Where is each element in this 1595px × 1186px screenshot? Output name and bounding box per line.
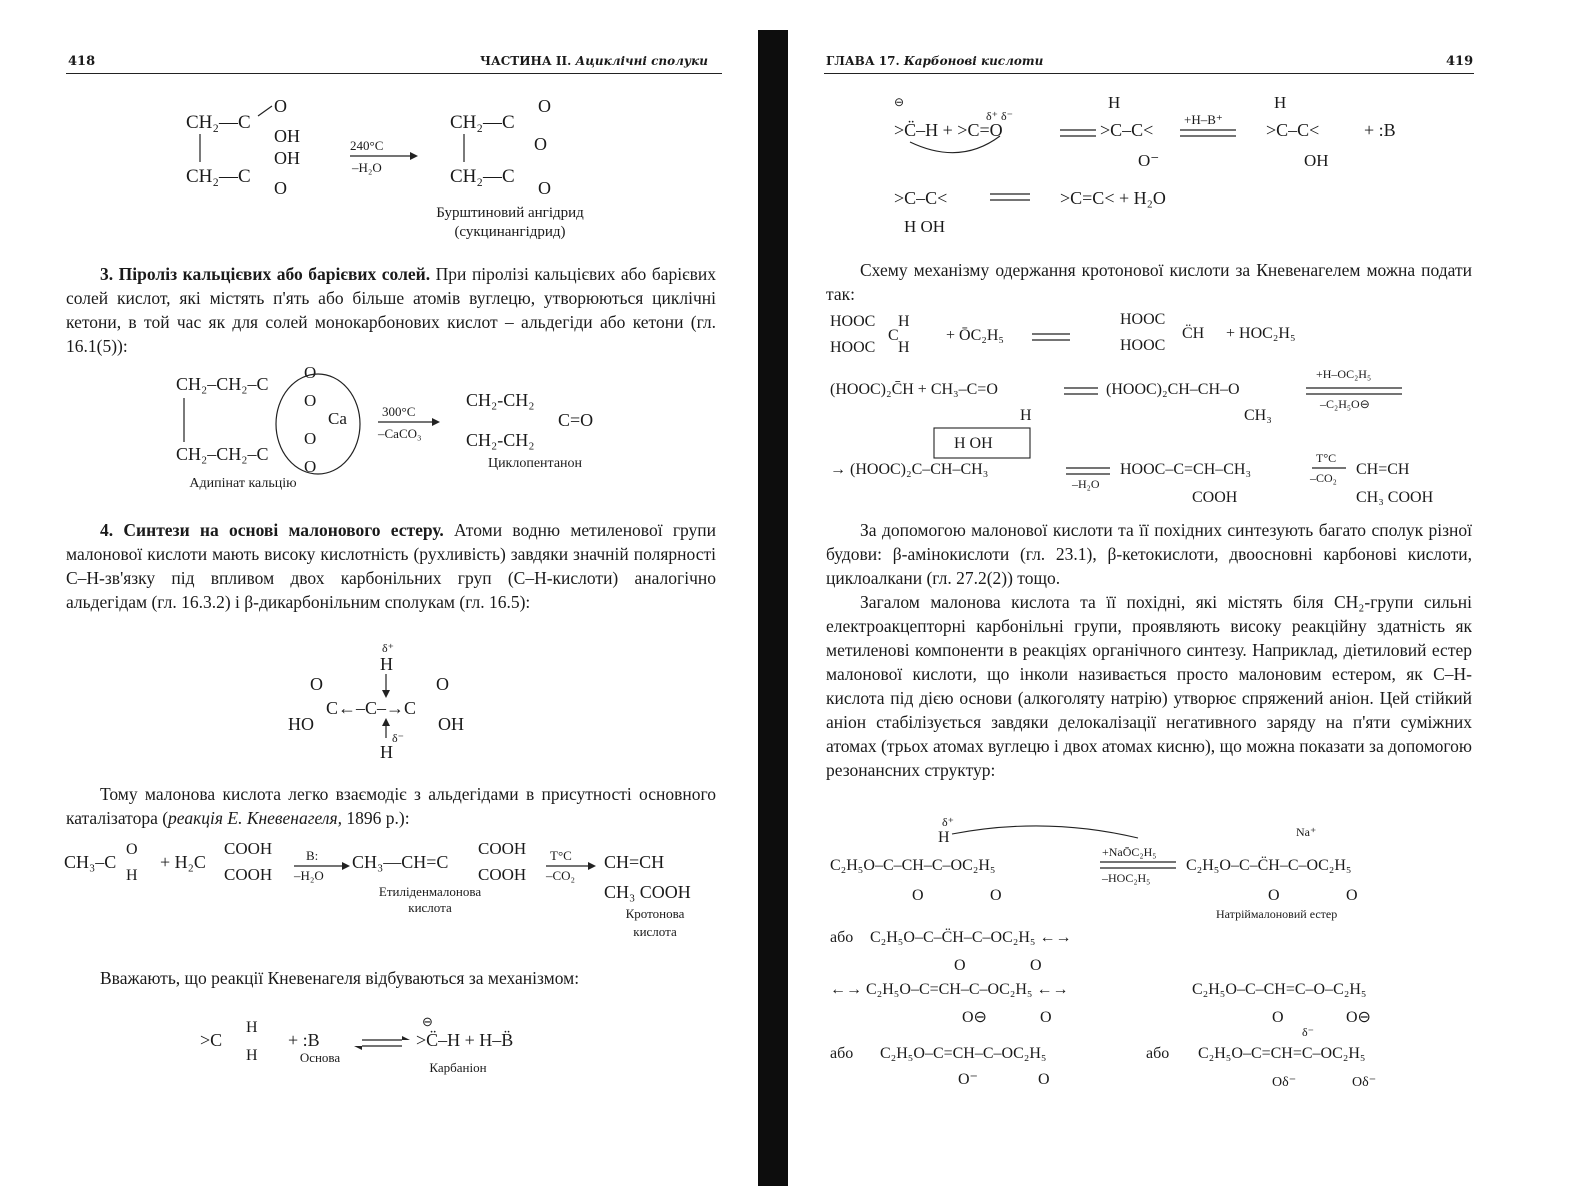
- ethylidene-caption-2: кислота: [408, 900, 452, 915]
- svg-text:(HOOC)₂C̄H + CH₃–C=O: (HOOC)₂C̄H + CH₃–C=O: [830, 381, 998, 398]
- svg-text:δ⁺ δ⁻: δ⁺ δ⁻: [986, 109, 1013, 123]
- svg-text:CH₃—CH=C: CH₃—CH=C: [352, 852, 449, 872]
- right-running-header: [826, 54, 1043, 68]
- svg-text:O⁻: O⁻: [958, 1071, 978, 1088]
- svg-text:OH: OH: [1304, 151, 1329, 170]
- svg-text:O: O: [304, 429, 317, 448]
- svg-text:δ⁺: δ⁺: [382, 641, 394, 655]
- svg-text:O: O: [1268, 887, 1280, 904]
- svg-text:H: H: [1274, 93, 1287, 112]
- right-header-part: ГЛАВА 17.: [826, 54, 900, 68]
- right-page-number: 419: [1446, 54, 1474, 69]
- crotonic-caption-1: Кротонова: [625, 906, 685, 921]
- svg-text:O: O: [304, 363, 317, 382]
- svg-text:CH₂—C: CH₂—C: [450, 166, 515, 187]
- svg-text:H: H: [1020, 407, 1032, 424]
- cond-caco3: –CaCO₃: [378, 426, 422, 441]
- svg-text:CH₂—C: CH₂—C: [186, 112, 251, 133]
- section-4-title: 4. Синтези на основі малонового естеру.: [100, 520, 444, 540]
- svg-text:CH₃ COOH: CH₃ COOH: [604, 882, 691, 902]
- left-header-rule: [66, 73, 722, 74]
- svg-text:Oδ⁻: Oδ⁻: [1352, 1075, 1377, 1090]
- cond-240: 240°C: [350, 138, 384, 153]
- svg-text:COOH: COOH: [1192, 489, 1238, 506]
- svg-text:C₂H₅O–C–CH=C–O–C₂H₅: C₂H₅O–C–CH=C–O–C₂H₅: [1192, 981, 1367, 998]
- svg-text:>C̈–H + H–B̈: >C̈–H + H–B̈: [416, 1030, 514, 1050]
- crotonic-caption-2: кислота: [633, 924, 677, 939]
- svg-text:O: O: [310, 674, 323, 694]
- svg-text:⊖: ⊖: [422, 1014, 433, 1029]
- svg-text:O: O: [954, 957, 966, 974]
- svg-text:O: O: [274, 96, 287, 116]
- knoevenagel-text-c: 1896 р.):: [342, 808, 410, 828]
- svg-text:>C–C<: >C–C<: [1266, 120, 1320, 140]
- svg-text:O: O: [990, 887, 1002, 904]
- knoevenagel-mechanism-scheme: [826, 304, 1486, 514]
- svg-text:+ :B: + :B: [288, 1030, 320, 1050]
- svg-text:B:: B:: [306, 848, 319, 863]
- svg-text:H: H: [1108, 93, 1121, 112]
- carbanion-equation: [196, 1010, 596, 1070]
- svg-text:δ⁻: δ⁻: [1302, 1025, 1314, 1039]
- svg-text:COOH: COOH: [478, 839, 527, 858]
- svg-text:H: H: [246, 1019, 258, 1036]
- succinic-anhydride-equation: [180, 90, 600, 200]
- svg-text:>C–C<: >C–C<: [894, 188, 948, 208]
- svg-text:O: O: [1346, 887, 1358, 904]
- svg-text:–CO₂: –CO₂: [1310, 471, 1337, 485]
- svg-text:δ⁺: δ⁺: [942, 815, 954, 829]
- svg-text:CH=CH: CH=CH: [1356, 461, 1410, 478]
- book-spine: [758, 30, 788, 1186]
- svg-text:O⊖: O⊖: [962, 1009, 987, 1026]
- anhydride-caption-1: Бурштиновий ангідрид: [436, 205, 584, 221]
- section-3-text: При піролізі кальцієвих або барієвих солей кислот, які містять п'ять або більше атомів вуглецю, утворюються циклічні кетони, в той час як для солей монокарбонових кислот – альдегіди або кетони (гл. 16.1(5)):: [66, 264, 716, 356]
- svg-text:H: H: [380, 654, 393, 674]
- left-page-number: 418: [68, 54, 96, 69]
- svg-text:O: O: [274, 178, 287, 198]
- svg-text:+ ŌC₂H₅: + ŌC₂H₅: [946, 327, 1004, 344]
- knoevenagel-reaction-name: реакція Е. Кневенагеля,: [168, 808, 342, 828]
- abo-2: або: [830, 1045, 854, 1062]
- svg-text:–H₂O: –H₂O: [1072, 477, 1100, 491]
- abo-1: або: [830, 929, 854, 946]
- right-page: [790, 0, 1595, 1186]
- cond-300: 300°C: [382, 404, 416, 419]
- svg-text:CH₂-CH₂: CH₂-CH₂: [466, 390, 535, 410]
- svg-text:O⁻: O⁻: [1138, 151, 1160, 170]
- svg-text:O: O: [538, 178, 551, 198]
- svg-text:O: O: [1040, 1009, 1052, 1026]
- svg-text:O: O: [538, 96, 551, 116]
- svg-text:OH: OH: [274, 148, 300, 168]
- svg-text:H: H: [380, 742, 393, 762]
- base-caption: Основа: [299, 1050, 341, 1065]
- right-paragraph-1: За допомогою малонової кислоти та її похідних синтезують багато сполук різної будови: β-амінокислоти (гл. 23.1), β-кетокислоти, двоосновні карбонові кислоти, циклоалкани (гл. 27.2(2)) тощо.: [826, 520, 1472, 588]
- cyclopentanone-caption: Циклопентанон: [487, 456, 583, 471]
- svg-text:COOH: COOH: [224, 865, 273, 884]
- svg-text:H: H: [246, 1047, 258, 1064]
- svg-text:C=O: C=O: [558, 410, 594, 430]
- svg-text:CH₂—C: CH₂—C: [186, 166, 251, 187]
- svg-text:H: H: [898, 339, 910, 356]
- abo-3: або: [1146, 1045, 1170, 1062]
- carbanion-caption: Карбаніон: [429, 1060, 487, 1075]
- svg-text:OH: OH: [274, 126, 300, 146]
- svg-text:Oδ⁻: Oδ⁻: [1272, 1075, 1297, 1090]
- section-4-text: Атоми водню метиленової групи малонової кислоти мають високу кислотність (рухливість) завдяки значній полярності С–Н-зв'язку під впливом двох карбонільних груп (С–Н-кислоти) аналогічно альдегідам (гл. 16.3.2) і β-дикарбонільним сполукам (гл. 16.5):: [66, 520, 716, 612]
- svg-text:O: O: [1272, 1009, 1284, 1026]
- svg-text:CH₃–C: CH₃–C: [64, 852, 117, 872]
- svg-text:CH₃: CH₃: [1244, 407, 1272, 424]
- svg-text:O: O: [304, 391, 317, 410]
- svg-text:O: O: [912, 887, 924, 904]
- svg-text:+ :B: + :B: [1364, 120, 1396, 140]
- svg-text:+NaŌC₂H₅: +NaŌC₂H₅: [1102, 845, 1157, 859]
- svg-text:δ⁻: δ⁻: [392, 731, 404, 745]
- svg-text:⊖: ⊖: [894, 95, 905, 109]
- svg-text:H: H: [938, 829, 950, 846]
- svg-text:OH: OH: [438, 714, 464, 734]
- svg-text:O: O: [1038, 1071, 1050, 1088]
- section-3-title: 3. Піроліз кальцієвих або барієвих солей.: [100, 264, 431, 284]
- adipate-caption: Адипінат кальцію: [189, 476, 297, 491]
- svg-text:COOH: COOH: [478, 865, 527, 884]
- svg-text:>C̈–H + >C=O: >C̈–H + >C=O: [894, 120, 1003, 140]
- svg-text:HOOC–C=CH–CH₃: HOOC–C=CH–CH₃: [1120, 461, 1252, 478]
- svg-text:C₂H₅O–C=CH–C–OC₂H₅: C₂H₅O–C=CH–C–OC₂H₅: [880, 1045, 1047, 1062]
- right-header-rule: [824, 73, 1474, 74]
- right-header-title: Карбонові кислоти: [903, 54, 1044, 68]
- left-page: [0, 0, 760, 1186]
- svg-text:O: O: [304, 457, 317, 476]
- svg-text:O: O: [126, 841, 138, 858]
- left-running-header: [480, 54, 708, 68]
- svg-text:T°C: T°C: [550, 848, 572, 863]
- svg-text:CH₂–CH₂–C: CH₂–CH₂–C: [176, 444, 269, 464]
- svg-text:Ca: Ca: [328, 409, 347, 428]
- svg-text:C̈H: C̈H: [1182, 325, 1205, 342]
- svg-text:H OH: H OH: [904, 217, 946, 236]
- svg-text:C₂H₅O–C–CH–C–OC₂H₅: C₂H₅O–C–CH–C–OC₂H₅: [830, 857, 996, 874]
- svg-text:O: O: [1030, 957, 1042, 974]
- svg-text:T°C: T°C: [1316, 451, 1337, 465]
- svg-text:HO: HO: [288, 714, 314, 734]
- svg-text:C←–C–→C: C←–C–→C: [326, 698, 417, 718]
- svg-text:O⊖: O⊖: [1346, 1009, 1371, 1026]
- malonic-acid-polarity-structure: [286, 638, 496, 768]
- svg-text:+ HOC₂H₅: + HOC₂H₅: [1226, 325, 1296, 342]
- svg-text:CH₃ COOH: CH₃ COOH: [1356, 489, 1434, 506]
- svg-text:H: H: [126, 867, 138, 884]
- scheme-intro: Схему механізму одержання кротонової кислоти за Кневенагелем можна подати так:: [826, 260, 1472, 304]
- ethylidene-caption-1: Етиліденмалонова: [378, 884, 482, 899]
- svg-text:–C₂H₅O⊖: –C₂H₅O⊖: [1320, 397, 1370, 411]
- svg-text:Na⁺: Na⁺: [1296, 825, 1317, 839]
- anhydride-caption-2: (сукцинангідрид): [454, 224, 566, 240]
- malonic-ester-resonance: [826, 812, 1506, 1092]
- svg-text:H: H: [898, 313, 910, 330]
- svg-text:C₂H₅O–C–C̈H–C–OC₂H₅ ←→: C₂H₅O–C–C̈H–C–OC₂H₅ ←→: [870, 929, 1072, 946]
- svg-text:CH₂-CH₂: CH₂-CH₂: [466, 430, 535, 450]
- svg-text:HOOC: HOOC: [1120, 337, 1166, 354]
- svg-text:O: O: [534, 134, 547, 154]
- svg-text:+ H₂C: + H₂C: [160, 852, 206, 872]
- svg-text:O: O: [436, 674, 449, 694]
- svg-text:+H–OC₂H₅: +H–OC₂H₅: [1316, 367, 1372, 381]
- mechanism-intro: Вважають, що реакції Кневенагеля відбуваються за механізмом:: [100, 968, 580, 988]
- knoevenagel-paragraph: [66, 782, 716, 830]
- knoevenagel-text-a: Тому малонова кислота легко взаємодіє з альдегідами в присутності основного каталізатора (: [66, 784, 716, 828]
- svg-text:→ (HOOC)₂C–CH–CH₃: → (HOOC)₂C–CH–CH₃: [830, 461, 989, 478]
- svg-text:+H–B⁺: +H–B⁺: [1184, 112, 1223, 127]
- right-paragraph-2: Загалом малонова кислота та її похідні, які містять біля СН₂-групи сильні електроакцепторні карбонільні групи, проявляють високу реакційну здатність як метиленові компоненти в реакціях органічного синтезу. Наприклад, діетиловий естер малонової кислоти, що інколи називається просто малоновим естером, як С–Н-кислота під дією основи (алкоголяту натрію) утворює спряжений аніон. Цей стійкий аніон стабілізується завдяки делокалізації негативного заряду на п'яти суміжних атомах (трьох атомах вуглецю і двох атомах кисню), що можна показати за допомогою резонансних структур:: [826, 592, 1472, 780]
- svg-text:CH₂–CH₂–C: CH₂–CH₂–C: [176, 374, 269, 394]
- svg-text:C₂H₅O–C=CH=C–OC₂H₅: C₂H₅O–C=CH=C–OC₂H₅: [1198, 1045, 1366, 1062]
- svg-text:HOOC: HOOC: [1120, 311, 1166, 328]
- svg-text:(HOOC)₂CH–CH–O: (HOOC)₂CH–CH–O: [1106, 381, 1240, 398]
- sodium-malonic-caption: Натріймалоновий естер: [1216, 907, 1338, 921]
- svg-text:CH₂—C: CH₂—C: [450, 112, 515, 133]
- svg-text:HOOC: HOOC: [830, 313, 876, 330]
- svg-text:>C=C< + H₂O: >C=C< + H₂O: [1060, 188, 1166, 208]
- svg-text:C₂H₅O–C–C̈H–C–OC₂H₅: C₂H₅O–C–C̈H–C–OC₂H₅: [1186, 857, 1352, 874]
- svg-text:–H₂O: –H₂O: [294, 868, 324, 883]
- svg-text:–CO₂: –CO₂: [546, 868, 576, 883]
- svg-text:–HOC₂H₅: –HOC₂H₅: [1102, 871, 1151, 885]
- aldol-addition-mechanism: [890, 86, 1450, 236]
- svg-text:CH=CH: CH=CH: [604, 852, 665, 872]
- section-3-paragraph: [66, 262, 716, 358]
- cond-h2o: –H₂O: [352, 160, 382, 175]
- svg-text:C: C: [888, 327, 899, 344]
- svg-text:H OH: H OH: [954, 435, 993, 452]
- svg-text:←→ C₂H₅O–C=CH–C–OC₂H₅ ←→: ←→ C₂H₅O–C=CH–C–OC₂H₅ ←→: [830, 981, 1069, 998]
- svg-text:HOOC: HOOC: [830, 339, 876, 356]
- section-4-paragraph: [66, 518, 716, 614]
- left-header-part: ЧАСТИНА II.: [480, 54, 572, 68]
- svg-text:>C–C<: >C–C<: [1100, 120, 1154, 140]
- svg-text:>C: >C: [200, 1030, 223, 1050]
- svg-text:COOH: COOH: [224, 839, 273, 858]
- left-header-title: Ациклічні сполуки: [575, 54, 708, 68]
